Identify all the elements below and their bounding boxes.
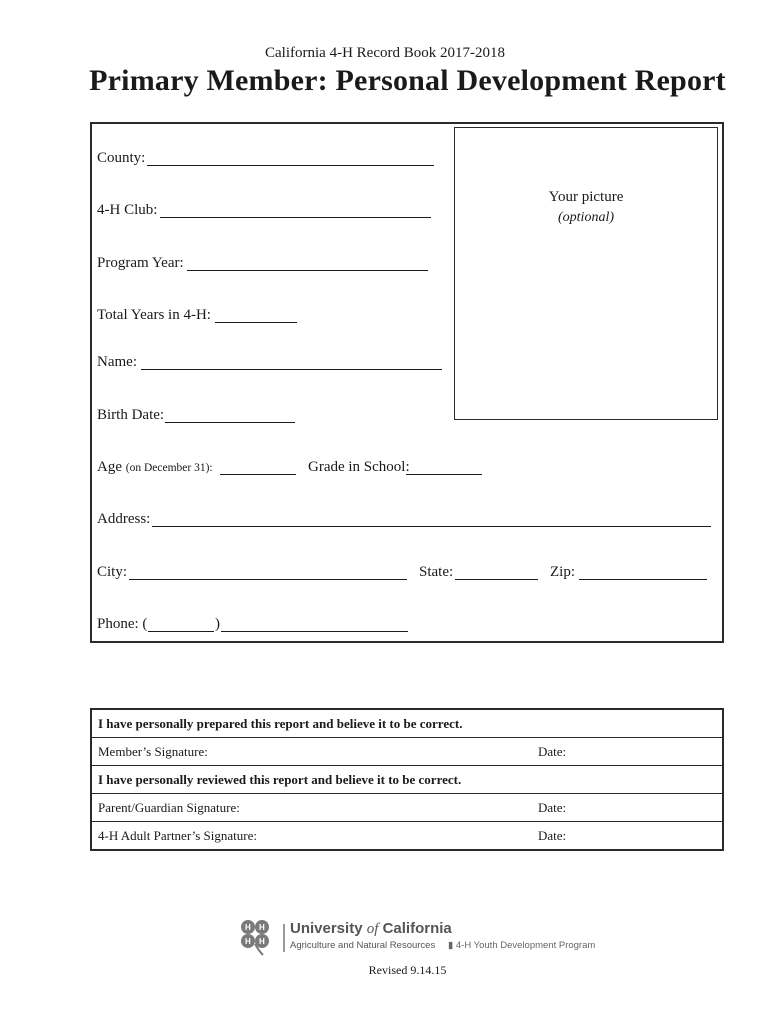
university-name — [290, 920, 452, 938]
member-signature-field[interactable]: Member’s Signature: — [91, 738, 532, 766]
program-year-field[interactable] — [187, 270, 428, 271]
address-field[interactable] — [152, 526, 711, 527]
partner-date-field[interactable]: Date: — [532, 822, 723, 851]
photo-placeholder[interactable] — [454, 127, 718, 420]
phone-number-field[interactable] — [221, 631, 408, 632]
signature-table — [90, 708, 724, 851]
revised-date: Revised 9.14.15 — [368, 963, 447, 977]
page-title: Primary Member: Personal Development Report — [89, 64, 726, 97]
parent-statement: I have personally reviewed this report and believe it to be correct. — [91, 766, 723, 794]
division-name: Agriculture and Natural Resources — [290, 940, 436, 951]
phone-label: Phone: ( — [97, 616, 148, 632]
table-row — [91, 822, 723, 851]
city-field[interactable] — [129, 579, 407, 580]
program-year-label: Program Year: — [97, 255, 184, 271]
parent-date-field[interactable]: Date: — [532, 794, 723, 822]
svg-text:H: H — [259, 923, 265, 932]
age-label-text: Age — [97, 459, 122, 475]
name-label: Name: — [97, 354, 137, 370]
birth-date-field[interactable] — [165, 422, 295, 423]
partner-signature-field[interactable]: 4-H Adult Partner’s Signature: — [91, 822, 532, 851]
state-field[interactable] — [455, 579, 538, 580]
birth-date-label: Birth Date: — [97, 407, 165, 423]
parent-signature-field[interactable]: Parent/Guardian Signature: — [91, 794, 532, 822]
city-label: City: — [97, 564, 128, 580]
record-book-subtitle: California 4-H Record Book 2017-2018 — [265, 45, 505, 61]
age-label-note: (on December 31): — [125, 462, 213, 474]
total-years-label: Total Years in 4-H: — [97, 307, 211, 323]
club-field[interactable] — [160, 217, 431, 218]
photo-label: Your picture — [548, 189, 624, 205]
table-row — [91, 738, 723, 766]
name-field[interactable] — [141, 369, 442, 370]
total-years-field[interactable] — [215, 322, 297, 323]
state-label: State: — [419, 564, 454, 580]
grade-field[interactable] — [406, 474, 482, 475]
county-label: County: — [97, 150, 146, 166]
photo-optional-note: (optional) — [558, 210, 614, 225]
grade-label: Grade in School: — [308, 459, 410, 475]
table-row — [91, 794, 723, 822]
address-label: Address: — [97, 511, 151, 527]
svg-text:H: H — [259, 937, 265, 946]
club-label: 4-H Club: — [97, 202, 158, 218]
university-suffix: California — [382, 920, 452, 937]
zip-label: Zip: — [550, 564, 575, 580]
uc-anr-logo — [238, 918, 596, 958]
phone-close-paren: ) — [215, 616, 220, 632]
university-prefix: University — [290, 920, 363, 937]
university-of: of — [366, 921, 379, 937]
table-row — [91, 709, 723, 738]
program-name: ▮ 4-H Youth Development Program — [448, 940, 596, 951]
table-row — [91, 766, 723, 794]
phone-area-code-field[interactable] — [148, 631, 214, 632]
program-name-text: 4-H Youth Development Program — [455, 940, 596, 951]
age-label — [97, 459, 213, 476]
age-field[interactable] — [220, 474, 296, 475]
svg-text:H: H — [245, 923, 251, 932]
county-field[interactable] — [147, 165, 434, 166]
zip-field[interactable] — [579, 579, 707, 580]
member-date-field[interactable]: Date: — [532, 738, 723, 766]
svg-text:H: H — [245, 937, 251, 946]
member-statement: I have personally prepared this report and believe it to be correct. — [98, 715, 463, 731]
